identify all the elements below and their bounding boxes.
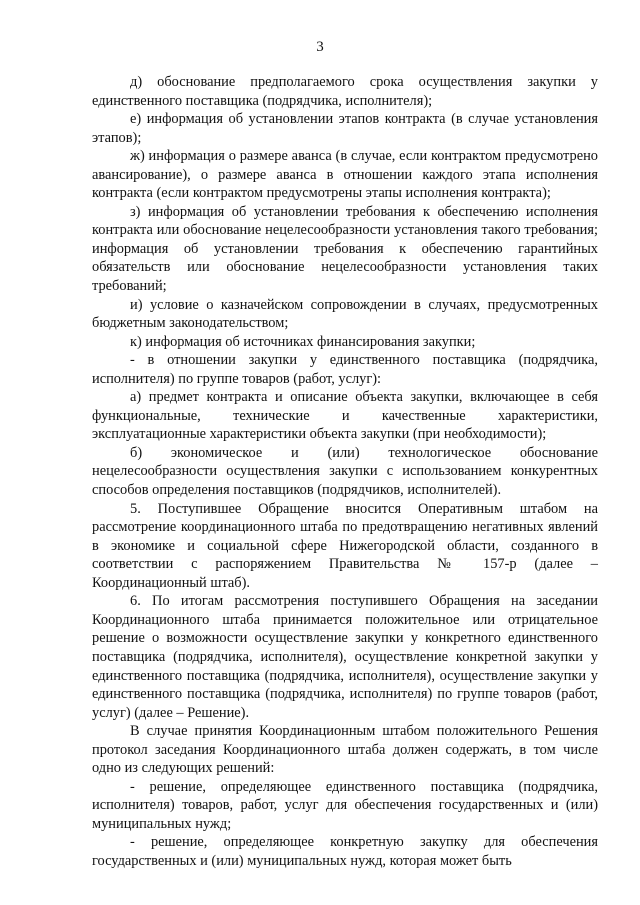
- paragraph-z: з) информация об установлении требования к обеспечению исполнения контракта или обоснование нецелесообразности установления такого требования; информация об установлении требования к обеспечению гарантийных обязательств или обоснование нецелесообразности установления таких требований;: [92, 203, 598, 295]
- paragraph-zh: ж) информация о размере аванса (в случае, если контрактом предусмотрено авансирование), о размере аванса в отношении каждого этапа исполнения контракта (если контрактом предусмотрены этапы исполнения контракта);: [92, 148, 598, 202]
- document-body: [92, 73, 598, 871]
- paragraph-decision-supplier: - решение, определяющее единственного поставщика (подрядчика, исполнителя) товаров, работ, услуг для обеспечения государственных и (или) муниципальных нужд;: [92, 778, 598, 832]
- paragraph-i: и) условие о казначейском сопровождении в случаях, предусмотренных бюджетным законодательством;: [92, 296, 598, 332]
- paragraph-e: е) информация об установлении этапов контракта (в случае установления этапов);: [92, 111, 598, 146]
- paragraph-k: к) информация об источниках финансирования закупки;: [130, 333, 476, 350]
- paragraph-positive-decision: В случае принятия Координационным штабом положительного Решения протокол заседания Координационного штаба должен содержать, в том числе одно из следующих решений:: [92, 723, 598, 777]
- paragraph-a: а) предмет контракта и описание объекта закупки, включающее в себя функциональные, технические и качественные характеристики, эксплуатационные характеристики объекта закупки (при необходимости);: [92, 389, 598, 443]
- paragraph-group-procurement: - в отношении закупки у единственного поставщика (подрядчика, исполнителя) по группе товаров (работ, услуг):: [92, 352, 598, 387]
- paragraph-b: б) экономическое и (или) технологическое обоснование нецелесообразности осуществления закупки с использованием конкурентных способов определения поставщиков (подрядчиков, исполнителей).: [92, 444, 598, 499]
- paragraph-item-5: 5. Поступившее Обращение вносится Оперативным штабом на рассмотрение координационного штаба по предотвращению негативных явлений в экономике и социальной сфере Нижегородской области, созданного в соответствии с распоряжением Правительства № 157-р (далее – Координационный штаб).: [92, 500, 598, 591]
- page-number: 3: [316, 39, 324, 55]
- paragraph-d: д) обоснование предполагаемого срока осуществления закупки у единственного поставщика (подрядчика, исполнителя);: [92, 74, 598, 109]
- paragraph-item-6: 6. По итогам рассмотрения поступившего Обращения на заседании Координационного штаба принимается положительное или отрицательное решение о возможности осуществление закупки у конкретного единственного поставщика (подрядчика, исполнителя), осуществление конкретной закупки у единственного поставщика (подрядчика, исполнителя), осуществление закупки у единственного поставщика (подрядчика, исполнителя) по группе товаров (работ, услуг) (далее – Решение).: [92, 593, 598, 721]
- paragraph-decision-procurement: - решение, определяющее конкретную закупку для обеспечения государственных и (или) муниципальных нужд, которая может быть: [92, 834, 598, 869]
